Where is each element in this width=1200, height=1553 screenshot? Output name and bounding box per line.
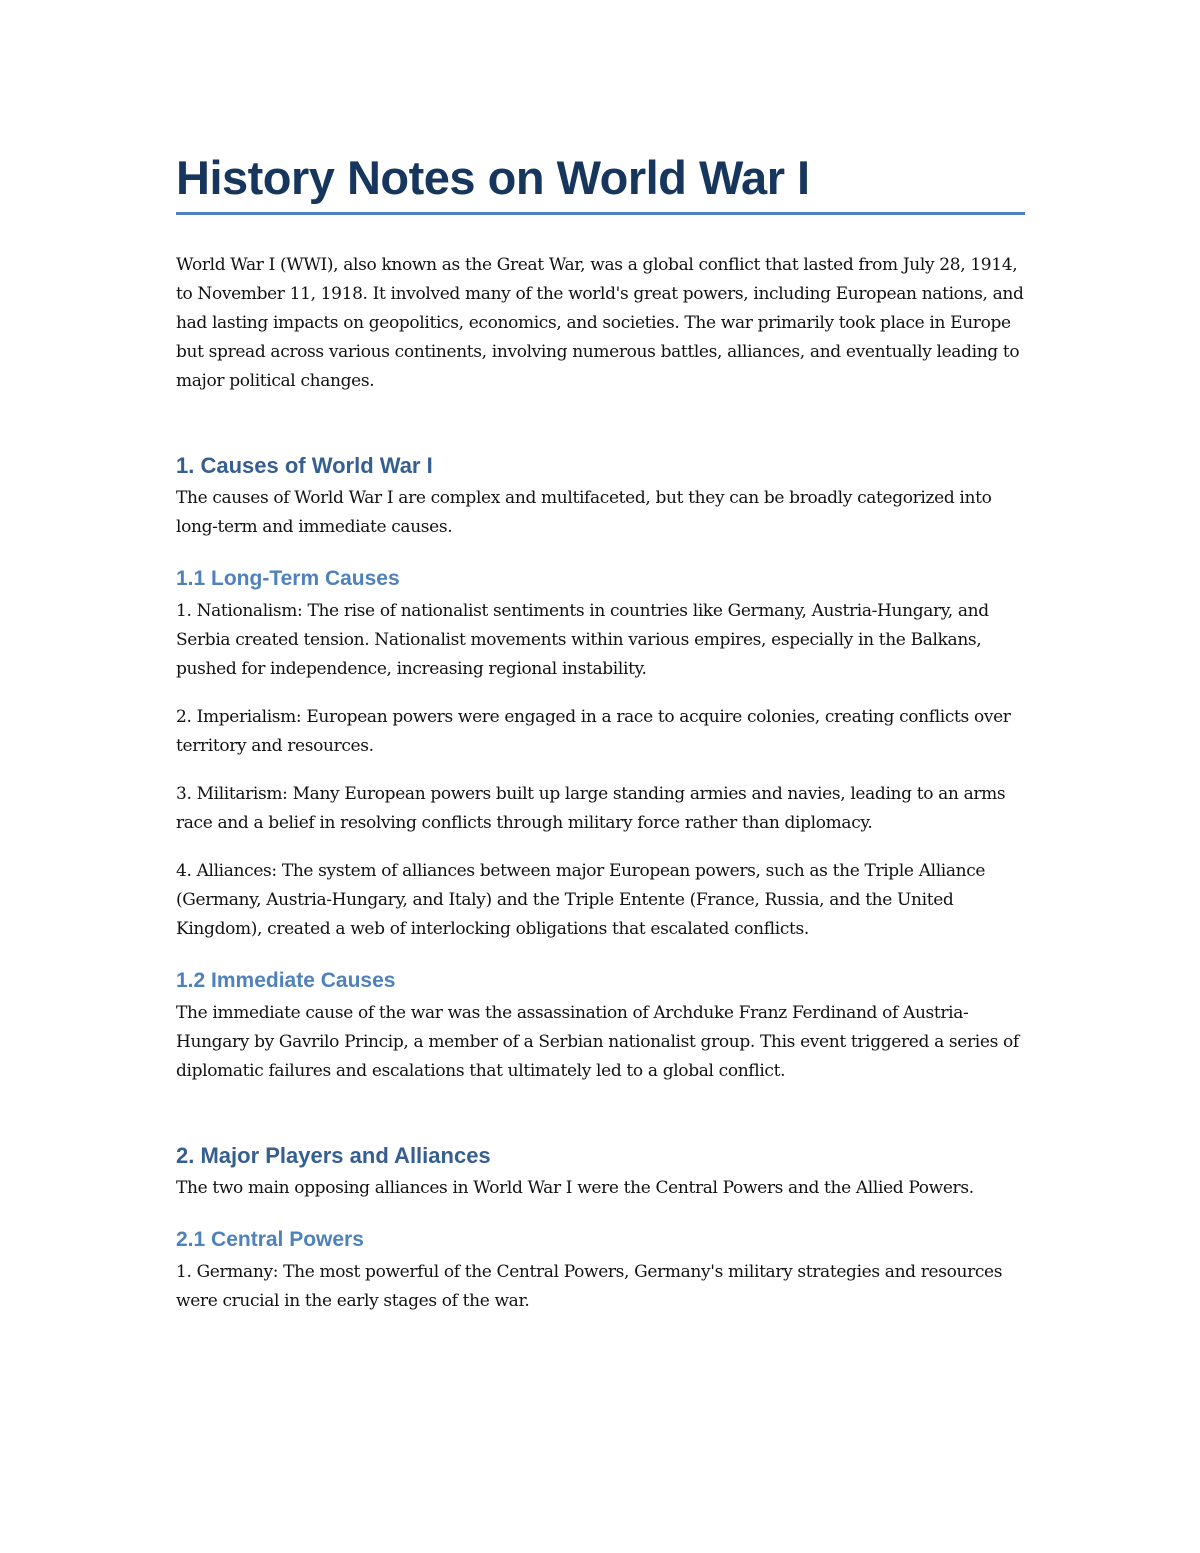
subsection-heading-immediate: 1.2 Immediate Causes xyxy=(176,969,396,992)
section-paragraph-major-players: The two main opposing alliances in World War I were the Central Powers and the Allied Powers. xyxy=(176,1178,974,1198)
subsection-heading-central-powers: 2.1 Central Powers xyxy=(176,1228,364,1251)
list-item-alliances: 4. Alliances: The system of alliances between major European powers, such as the Triple Alliance (Germany, Austria-Hungary, and Italy) and the Triple Entente (France, Russia, and the United Kingdom), created a web of interlocking obligations that escalated conflicts. xyxy=(176,861,986,939)
paragraph-immediate-causes: The immediate cause of the war was the assassination of Archduke Franz Ferdinand of Austria-Hungary by Gavrilo Princip, a member of a Serbian nationalist group. This event triggered a series of diplomatic failures and escalations that ultimately led to a global conflict. xyxy=(176,1003,1019,1081)
intro-paragraph: World War I (WWI), also known as the Great War, was a global conflict that lasted from July 28, 1914, to November 11, 1918. It involved many of the world's great powers, including European nations, and had lasting impacts on geopolitics, economics, and societies. The war primarily took place in Europe but spread across various continents, involving numerous battles, alliances, and eventually leading to major political changes. xyxy=(176,255,1024,391)
subsection-heading-long-term: 1.1 Long-Term Causes xyxy=(176,567,400,590)
list-item-germany: 1. Germany: The most powerful of the Central Powers, Germany's military strategies and resources were crucial in the early stages of the war. xyxy=(176,1262,1003,1311)
title-divider xyxy=(176,212,1025,215)
document-page xyxy=(176,150,1026,1335)
section-paragraph-causes: The causes of World War I are complex and multifaceted, but they can be broadly categorized into long-term and immediate causes. xyxy=(176,488,992,537)
list-item-imperialism: 2. Imperialism: European powers were engaged in a race to acquire colonies, creating conflicts over territory and resources. xyxy=(176,707,1011,756)
list-item-militarism: 3. Militarism: Many European powers built up large standing armies and navies, leading to an arms race and a belief in resolving conflicts through military force rather than diplomacy. xyxy=(176,784,1006,833)
document-title: History Notes on World War I xyxy=(176,151,810,204)
section-heading-major-players: 2. Major Players and Alliances xyxy=(176,1143,491,1168)
section-heading-causes: 1. Causes of World War I xyxy=(176,453,433,478)
list-item-nationalism: 1. Nationalism: The rise of nationalist sentiments in countries like Germany, Austria-Hungary, and Serbia created tension. Nationalist movements within various empires, especially in the Balkans, pushed for independence, increasing regional instability. xyxy=(176,601,989,679)
